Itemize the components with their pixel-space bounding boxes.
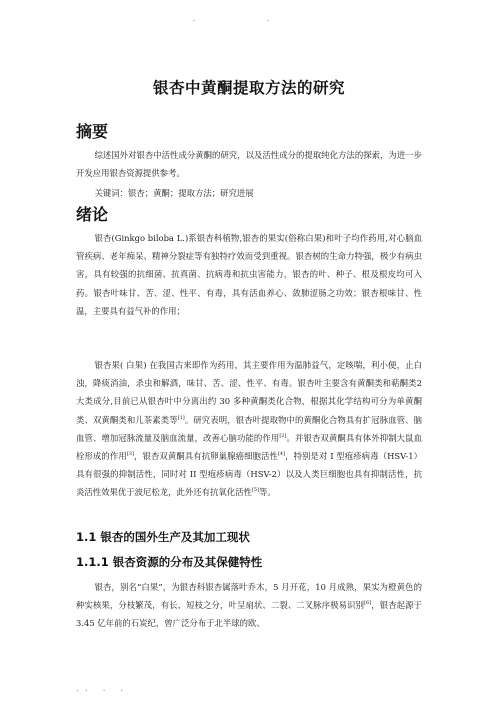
- abstract-keywords: 关键词：银杏；黄酮；提取方法；研究进展: [94, 188, 254, 198]
- citation-4: [4]: [277, 451, 286, 458]
- intro-p2-text-f: 等。: [258, 487, 276, 498]
- intro-heading: 绪论: [76, 205, 109, 224]
- section-1-1-1-paragraph: [76, 578, 422, 633]
- abstract-body: 综述国外对银杏中活性成分黄酮的研究，以及活性成分的提取纯化方法的探索，为进一步开发应用银杏资源提供参考。: [76, 150, 422, 179]
- section-text-a: 银杏，别名“白果”，为银杏科银杏属落叶乔木，5 月开花，10 月成熟，果实为橙黄色的种实核果，分枝繁茂，有长、短枝之分，叶呈扇状、二裂、二叉脉序极易识别: [76, 582, 422, 611]
- citation-3: [3]: [126, 451, 134, 458]
- footer-dots: .. . .: [76, 684, 130, 694]
- intro-p2-text-a: 银杏果( 白果) 在我国古来即作为药用，其主要作用为温肺益气，定咳喘，利小便，止白浊，降痰消油，杀虫和解酒，味甘、苦、涩、性平、有毒。银杏叶主要含有黄酮类和萜酮类2大类成分,目前已从银杏叶中分离出约 30 多种黄酮类化合物，根据其化学结构可分为单黄酮类、双黄酮类和儿茶素类等: [76, 360, 422, 425]
- citation-1: [1]: [177, 414, 185, 421]
- intro-paragraph-1: 银杏(Ginkgo biloba L.)系银杏科植物,银杏的果实(俗称白果)和叶子均作药用,对心脑血管疾病、老年痴呆、精神分裂症等有独特疗效而受到重视。银杏树的生命力特强，极少有病虫害，具有较强的抗细菌、抗真菌、抗病毒和抗虫害能力，银杏的叶、种子、根及根皮均可入药。银杏叶味甘、苦、涩、性平、有毒，具有活血养心、敛肺涩肠之功效；银杏根味甘、性温，主要具有益气补的作用；: [76, 233, 422, 316]
- citation-5: [5]: [251, 487, 259, 494]
- intro-p2-text-d: ，银杏双黄酮具有抗卵巢腺癌细胞活性: [133, 451, 278, 462]
- citation-2: [2]: [279, 432, 287, 439]
- section-text-b: ，银杏起源于 3.45 亿年前的石炭纪，曾广泛分布于北半球的欧、: [76, 600, 423, 629]
- intro-paragraph-2: [76, 356, 422, 502]
- abstract-heading: 摘要: [76, 122, 109, 141]
- citation-6: [6]: [364, 600, 372, 607]
- intro-p2-text-c: 。并银杏双黄酮具有体外抑制大鼠血栓形成的作用: [76, 432, 422, 462]
- header-dots: . .: [192, 14, 304, 24]
- section-1-1-1-heading: 1.1.1 银杏资源的分布及其保健特性: [76, 555, 263, 569]
- section-1-1-heading: 1.1 银杏的国外生产及其加工现状: [76, 530, 250, 544]
- intro-p2-text-e: ，特别是对 I 型疱疹病毒（HSV-1）具有很强的抑制活性，同时对 II 型疱疹病毒（HSV-2）以及人类巨细胞也具有抑制活性，抗炎活性效果优于波尼松龙，此外还有抗氧化活性: [76, 451, 423, 498]
- intro-p2-text-b: 。研究表明，银杏叶提取物中的黄酮化合物具有扩冠脉血管、脑血管、增加冠脉流量及脑血流量，改善心脑功能的作用: [76, 414, 422, 443]
- page-title: 银杏中黄酮提取方法的研究: [152, 79, 345, 97]
